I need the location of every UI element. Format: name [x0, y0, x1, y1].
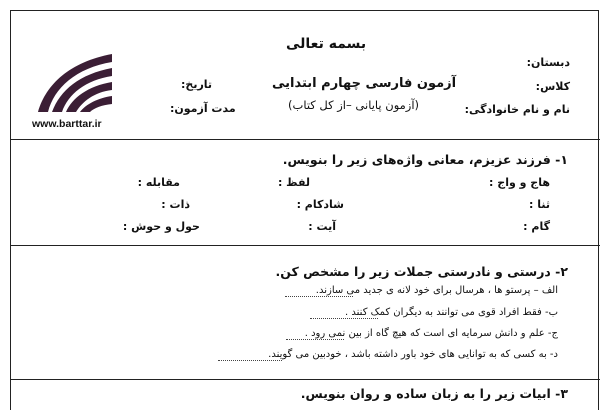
- q1-word: لفظ :: [277, 176, 310, 189]
- q1-heading: ۱- فرزند عزیزم، معانی واژه‌های زیر را بنویس.: [282, 152, 568, 167]
- q2-answer-blank[interactable]: [310, 318, 378, 319]
- q1-word: گام :: [523, 220, 550, 233]
- q2-statement: ج- علم و دانش سرمایه ای است که هیچ گاه از بین نمی رود .: [304, 328, 558, 339]
- q2-answer-blank[interactable]: [285, 296, 353, 297]
- q2-answer-blank[interactable]: [286, 339, 344, 340]
- q1-word: حول و حوش :: [122, 220, 200, 233]
- barttar-logo-icon: [36, 50, 114, 114]
- q1-word: ذات :: [161, 198, 190, 211]
- q1-word: مقابله :: [137, 176, 180, 189]
- section-divider-1: [10, 245, 600, 246]
- bismillah-title: بسمه تعالی: [286, 36, 367, 52]
- website-url[interactable]: www.barttar.ir: [32, 118, 102, 130]
- class-label: کلاس:: [535, 80, 570, 93]
- q3-heading: ۳- ابیات زیر را به زبان ساده و روان بنویس.: [300, 386, 568, 401]
- duration-label: مدت آزمون:: [170, 102, 236, 115]
- date-label: تاریخ:: [181, 78, 213, 91]
- school-label: دبستان:: [526, 56, 570, 69]
- q2-statement: د- به کسی که به توانایی های خود باور داشته باشد ، خودبین می گویند.: [268, 349, 558, 360]
- header-divider: [10, 139, 600, 140]
- section-divider-2: [10, 379, 600, 380]
- exam-subtitle: (آزمون پایانی –از کل کتاب): [288, 98, 420, 112]
- q2-statement: ب- فقط افراد قوی می توانند به دیگران کمک کنند .: [345, 307, 558, 318]
- q2-heading: ۲- درستی و نادرستی جملات زیر را مشخص کن.: [275, 264, 568, 279]
- page-border-right: [598, 10, 599, 410]
- name-label: نام و نام خانوادگی:: [464, 103, 570, 116]
- exam-title: آزمون فارسی چهارم ابتدایی: [272, 76, 457, 91]
- q1-word: آیت :: [308, 220, 336, 233]
- q1-word: ثنا :: [529, 198, 550, 211]
- q2-statement: الف – پرستو ها ، هرسال برای خود لانه ی جدید می سازند.: [315, 285, 558, 296]
- q1-word: شادکام :: [296, 198, 344, 211]
- q1-word: هاج و واج :: [489, 176, 550, 189]
- q2-answer-blank[interactable]: [218, 360, 282, 361]
